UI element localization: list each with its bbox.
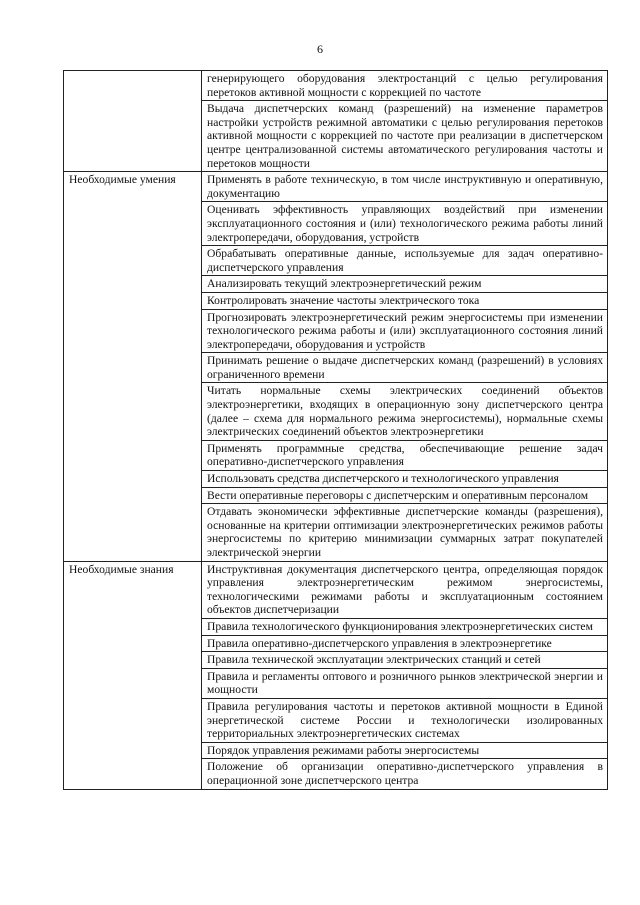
table-cell: Положение об организации оперативно-диспетчерского управления в операционной зоне диспетчерского центра	[202, 759, 608, 789]
table-row	[64, 71, 608, 101]
table-row	[64, 561, 608, 618]
table-cell: Прогнозировать электроэнергетический режим энергосистемы при изменении технологического режима работы и (или) эксплуатационного состояния линий электропередачи, оборудования и устройств	[202, 309, 608, 353]
table-cell: Анализировать текущий электроэнергетический режим	[202, 276, 608, 293]
table-cell: Контролировать значение частоты электрического тока	[202, 292, 608, 309]
table-cell: Использовать средства диспетчерского и технологического управления	[202, 471, 608, 488]
table-cell: Читать нормальные схемы электрических соединений объектов электроэнергетики, входящих в операционную зону диспетчерского центра (далее – схема для нормального режима энергосистемы), нормальные схемы электрических соединений объектов электроэнергетики	[202, 383, 608, 440]
table-cell: генерирующего оборудования электростанций с целью регулирования перетоков активной мощности с коррекцией по частоте	[202, 71, 608, 101]
section-label: Необходимые знания	[64, 561, 202, 789]
table-cell: Выдача диспетчерских команд (разрешений) на изменение параметров настройки устройств режимной автоматики с целью регулирования перетоков активной мощности с коррекцией по частоте при реализации в диспетчерском центре централизованной системы автоматического регулирования частоты и перетоков мощности	[202, 101, 608, 172]
table-cell: Правила и регламенты оптового и розничного рынков электрической энергии и мощности	[202, 668, 608, 698]
table-cell: Применять в работе техническую, в том числе инструктивную и оперативную, документацию	[202, 172, 608, 202]
table-cell: Принимать решение о выдаче диспетчерских команд (разрешений) в условиях ограниченного времени	[202, 353, 608, 383]
table-cell: Отдавать экономически эффективные диспетчерские команды (разрешения), основанные на критерии оптимизации электроэнергетических режимов работы энергосистемы по критерию минимизации суммарных затрат покупателей электрической энергии	[202, 504, 608, 561]
table-body	[64, 71, 608, 790]
table-cell: Порядок управления режимами работы энергосистемы	[202, 742, 608, 759]
table-cell: Правила технической эксплуатации электрических станций и сетей	[202, 652, 608, 669]
table-cell: Правила регулирования частоты и перетоков активной мощности в Единой энергетической системе России и технологически изолированных территориальных электроэнергетических системах	[202, 698, 608, 742]
table-row	[64, 172, 608, 202]
page-number: 6	[317, 42, 323, 56]
qualification-table	[63, 70, 608, 790]
table-cell: Инструктивная документация диспетчерского центра, определяющая порядок управления электроэнергетическим режимом энергосистемы, технологическими режимами работы и эксплуатационным состоянием объектов диспетчеризации	[202, 561, 608, 618]
table-cell: Обрабатывать оперативные данные, используемые для задач оперативно-диспетчерского управления	[202, 246, 608, 276]
table-cell: Правила технологического функционирования электроэнергетических систем	[202, 618, 608, 635]
table-cell: Применять программные средства, обеспечивающие решение задач оперативно-диспетчерского управления	[202, 440, 608, 470]
table-cell: Вести оперативные переговоры с диспетчерским и оперативным персоналом	[202, 487, 608, 504]
empty-label-cell	[64, 71, 202, 172]
table-cell: Оценивать эффективность управляющих воздействий при изменении эксплуатационного состояния и (или) технологического режима работы линий электропередачи, оборудования, устройств	[202, 202, 608, 246]
section-label: Необходимые умения	[64, 172, 202, 561]
table-cell: Правила оперативно-диспетчерского управления в электроэнергетике	[202, 635, 608, 652]
